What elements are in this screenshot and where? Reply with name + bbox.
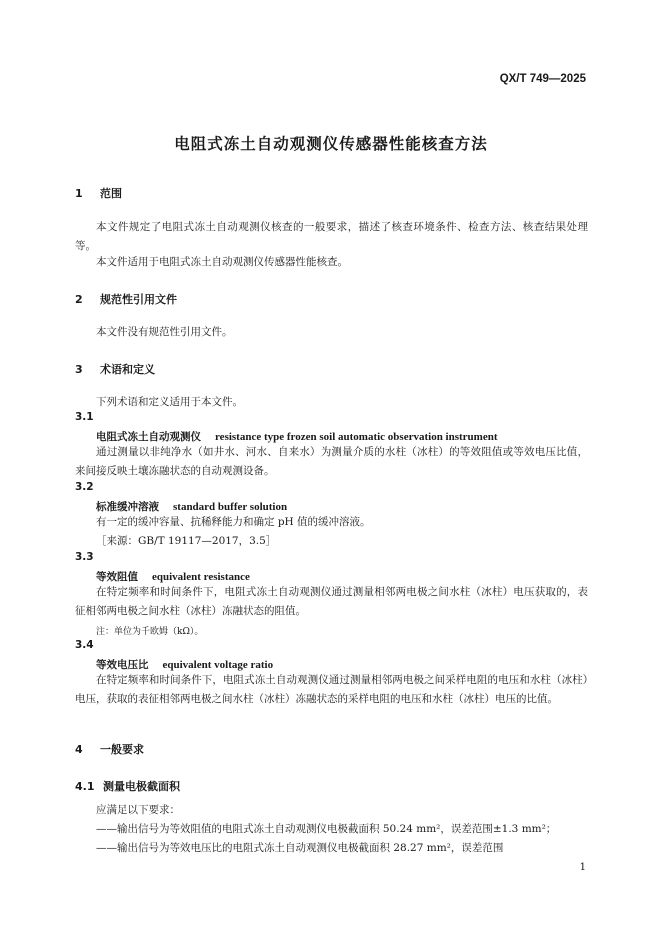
term-3-2 — [96, 499, 287, 514]
section-4-heading — [75, 741, 144, 757]
term-3-4-en: equivalent voltage ratio — [162, 659, 274, 671]
section-1-number: 1 — [75, 187, 83, 200]
section-3-intro: 下列术语和定义适用于本文件。 — [96, 396, 243, 408]
clause-3-3-number: 3.3 — [75, 551, 94, 563]
term-3-3 — [96, 569, 250, 584]
section-3-title: 术语和定义 — [100, 363, 155, 376]
term-3-4-zh: 等效电压比 — [96, 659, 149, 671]
term-3-4 — [96, 657, 273, 672]
section-2-title: 规范性引用文件 — [100, 293, 177, 306]
section-1-title: 范围 — [100, 187, 122, 200]
subsection-4-1-item-1: ——输出信号为等效阻值的电阻式冻土自动观测仪电极截面积 50.24 mm²，误差范围±1.3 mm²； — [96, 823, 557, 835]
document-title: 电阻式冻土自动观测仪传感器性能核查方法 — [174, 135, 488, 153]
clause-3-1-number: 3.1 — [75, 411, 94, 423]
page-number: 1 — [579, 862, 586, 873]
section-1-paragraph-1: 本文件规定了电阻式冻土自动观测仪核查的一般要求，描述了核查环境条件、检查方法、核查结果处理等。 — [75, 221, 588, 252]
section-2-heading — [75, 291, 177, 307]
section-3-heading — [75, 361, 155, 377]
clause-3-2-number: 3.2 — [75, 481, 94, 493]
term-3-1-en: resistance type frozen soil automatic observation instrument — [215, 431, 498, 443]
subsection-4-1-intro: 应满足以下要求： — [96, 804, 180, 816]
section-2-paragraph-1: 本文件没有规范性引用文件。 — [96, 326, 233, 338]
term-3-3-note: 注：单位为千欧姆（kΩ）。 — [96, 627, 204, 637]
subsection-4-1-item-2: ——输出信号为等效电压比的电阻式冻土自动观测仪电极截面积 28.27 mm²，误差范围 — [96, 842, 504, 854]
standard-code: QX/T 749—2025 — [499, 73, 586, 85]
subsection-4-1-number: 4.1 — [75, 780, 95, 793]
term-3-2-source: ［来源：GB/T 19117—2017，3.5］ — [96, 535, 277, 547]
term-3-3-zh: 等效阻值 — [96, 571, 138, 583]
term-3-3-definition: 在特定频率和时间条件下，电阻式冻土自动观测仪通过测量相邻两电极之间水柱（冰柱）电压获取的，表征相邻两电极之间水柱（冰柱）冻融状态的阻值。 — [75, 586, 588, 617]
section-1-heading — [75, 185, 122, 201]
term-3-4-definition: 在特定频率和时间条件下，电阻式冻土自动观测仪通过测量相邻两电极之间采样电阻的电压和水柱（冰柱）电压，获取的表征相邻两电极之间水柱（冰柱）冻融状态的采样电阻的电压和水柱（冰柱）电压的比值。 — [75, 674, 588, 705]
section-1-paragraph-2: 本文件适用于电阻式冻土自动观测仪传感器性能核查。 — [96, 256, 348, 268]
term-3-2-en: standard buffer solution — [173, 501, 288, 513]
section-2-number: 2 — [75, 293, 83, 306]
term-3-2-zh: 标准缓冲溶液 — [96, 501, 159, 513]
term-3-1-definition: 通过测量以非纯净水（如井水、河水、自来水）为测量介质的水柱（冰柱）的等效阻值或等效电压比值，来间接反映土壤冻融状态的自动观测设备。 — [75, 446, 588, 477]
term-3-3-en: equivalent resistance — [152, 571, 250, 583]
section-3-number: 3 — [75, 363, 83, 376]
term-3-2-definition: 有一定的缓冲容量、抗稀释能力和确定 pH 值的缓冲溶液。 — [96, 516, 371, 528]
section-4-number: 4 — [75, 743, 83, 756]
term-3-1-zh: 电阻式冻土自动观测仪 — [96, 431, 201, 443]
term-3-1 — [96, 429, 498, 444]
clause-3-4-number: 3.4 — [75, 639, 94, 651]
subsection-4-1-title: 测量电极截面积 — [103, 780, 180, 793]
section-4-title: 一般要求 — [100, 743, 144, 756]
subsection-4-1-heading — [75, 778, 180, 794]
